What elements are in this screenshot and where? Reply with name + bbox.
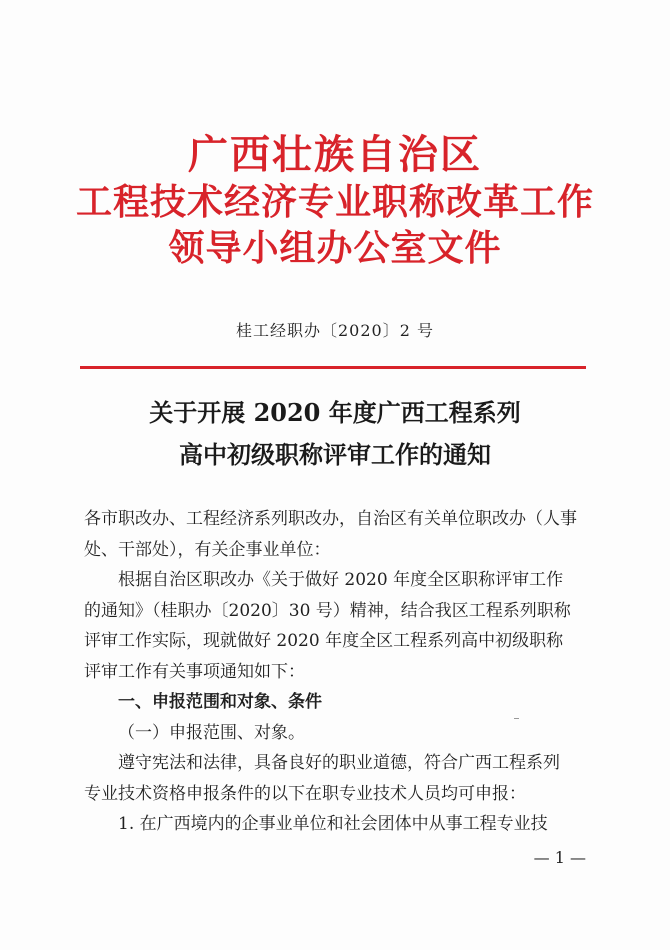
body-line: 评审工作有关事项通知如下：	[84, 661, 305, 682]
header-line-2: 工程技术经济专业职称改革工作	[75, 181, 594, 223]
section-heading: 一、申报范围和对象、条件	[118, 692, 322, 712]
header-line-1: 广西壮族自治区	[188, 131, 482, 178]
body-line: 处、干部处），有关企事业单位：	[84, 539, 331, 560]
title-line-2: 高中初级职称评审工作的通知	[179, 440, 491, 469]
document-number: 桂工经职办〔2020〕2 号	[236, 321, 434, 340]
header-line-3: 领导小组办公室文件	[168, 227, 502, 269]
page-number: — 1 —	[533, 848, 586, 867]
body-line: 各市职改办、工程经济系列职改办，自治区有关单位职改办（人事	[84, 509, 577, 529]
red-divider	[80, 366, 586, 369]
document-body	[84, 504, 590, 840]
title-line-1: 关于开展 2020 年度广西工程系列	[149, 398, 521, 427]
body-line: 评审工作实际，现就做好 2020 年度全区工程系列高中初级职称	[84, 631, 564, 651]
subsection-heading: （一）申报范围、对象。	[118, 722, 305, 743]
body-line: 的通知》（桂职办〔2020〕30 号）精神，结合我区工程系列职称	[84, 600, 571, 621]
body-line: 1. 在广西境内的企事业单位和社会团体中从事工程专业技	[118, 814, 548, 834]
body-line: 专业技术资格申报条件的以下在职专业技术人员均可申报：	[84, 783, 526, 804]
body-line: 根据自治区职改办《关于做好 2020 年度全区职称评审工作	[118, 570, 564, 590]
scan-speck	[514, 718, 519, 719]
red-header	[0, 132, 670, 270]
notice-title	[0, 392, 670, 476]
body-line: 遵守宪法和法律，具备良好的职业道德，符合广西工程系列	[118, 753, 560, 773]
